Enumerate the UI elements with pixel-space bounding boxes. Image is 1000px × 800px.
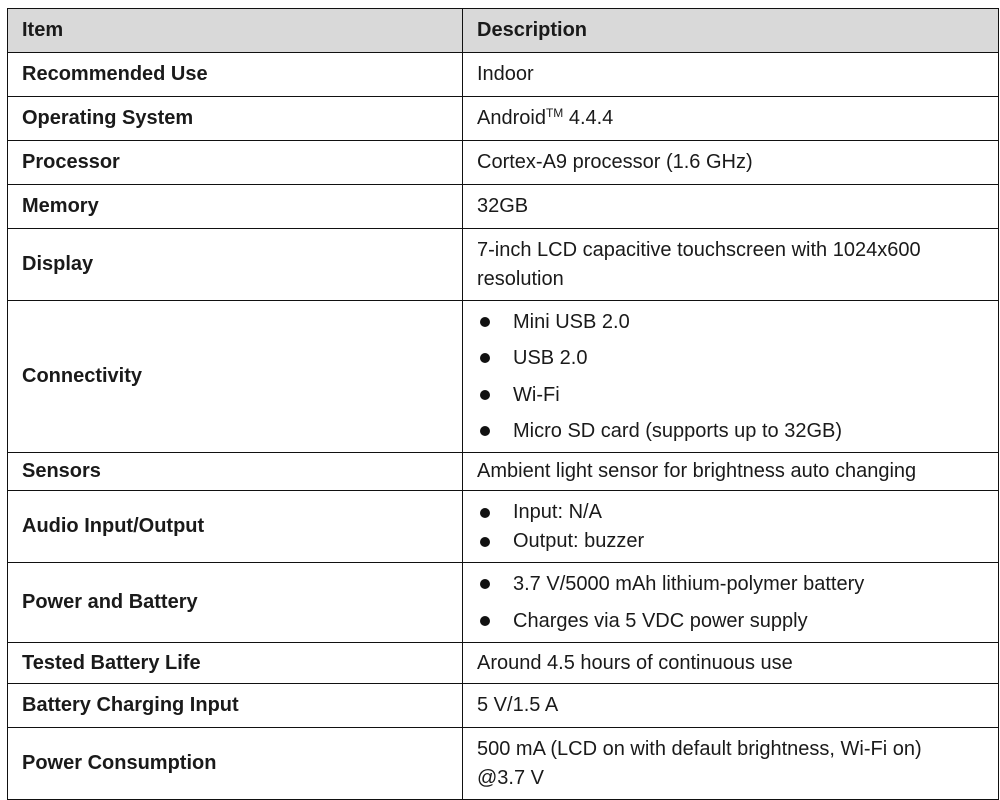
description-line: 500 mA (LCD on with default brightness, Wi-Fi on) [477,737,922,760]
row-description [463,97,999,141]
list-item: 3.7 V/5000 mAh lithium-polymer battery [477,566,984,603]
row-item: Memory [8,185,463,229]
table-row [8,301,999,453]
description-line: @3.7 V [477,766,545,789]
table-row [8,684,999,728]
row-item: Power and Battery [8,563,463,643]
row-item: Recommended Use [8,53,463,97]
table-row [8,491,999,563]
table-row [8,728,999,800]
row-item: Sensors [8,453,463,491]
row-description [463,301,999,453]
trademark-mark: TM [545,106,564,120]
row-item: Battery Charging Input [8,684,463,728]
list-item: Micro SD card (supports up to 32GB) [477,413,984,450]
table-row [8,563,999,643]
row-item: Processor [8,141,463,185]
description-line: resolution [477,267,564,290]
row-item: Audio Input/Output [8,491,463,563]
row-description: Indoor [463,53,999,97]
row-item: Display [8,229,463,301]
row-description [463,229,999,301]
row-item: Operating System [8,97,463,141]
row-item: Power Consumption [8,728,463,800]
bullet-list [477,304,984,450]
row-description: 5 V/1.5 A [463,684,999,728]
table-row [8,643,999,684]
table-row [8,97,999,141]
row-description: Ambient light sensor for brightness auto changing [463,453,999,491]
table-header-row [8,9,999,53]
row-description: Cortex-A9 processor (1.6 GHz) [463,141,999,185]
table-row [8,229,999,301]
list-item: USB 2.0 [477,340,984,377]
os-name: Android [477,107,546,129]
table-row [8,141,999,185]
list-item: Charges via 5 VDC power supply [477,603,984,640]
row-description: Around 4.5 hours of continuous use [463,643,999,684]
table-row [8,453,999,491]
list-item: Mini USB 2.0 [477,304,984,341]
row-description [463,563,999,643]
bullet-list [477,498,984,556]
header-item: Item [8,9,463,53]
row-description: 32GB [463,185,999,229]
table-row [8,185,999,229]
list-item: Output: buzzer [477,527,984,556]
list-item: Input: N/A [477,498,984,527]
list-item: Wi-Fi [477,377,984,414]
row-item: Tested Battery Life [8,643,463,684]
os-version: 4.4.4 [563,107,614,129]
description-line: 7-inch LCD capacitive touchscreen with 1024x600 [477,238,921,261]
header-description: Description [463,9,999,53]
row-item: Connectivity [8,301,463,453]
specifications-table [7,8,999,800]
bullet-list [477,566,984,639]
row-description [463,491,999,563]
table-row [8,53,999,97]
row-description [463,728,999,800]
